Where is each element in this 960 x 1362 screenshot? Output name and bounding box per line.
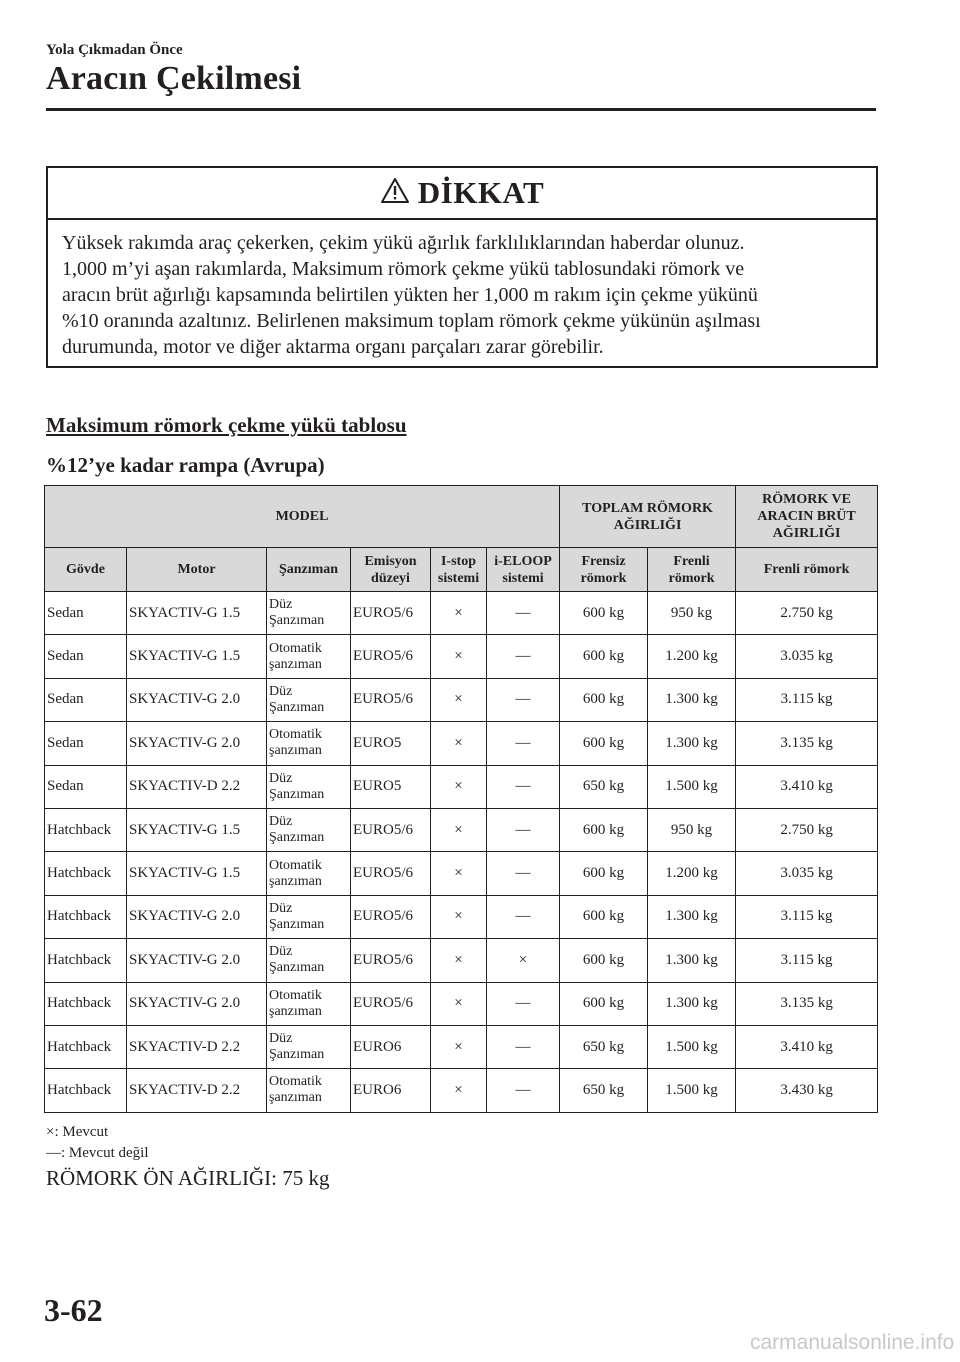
cell-braked: 1.500 kg (648, 1025, 736, 1068)
cell-gross-braked: 2.750 kg (736, 592, 878, 635)
cell-unbraked: 600 kg (560, 635, 648, 678)
caution-line: durumunda, motor ve diğer aktarma organı parçaları zarar görebilir. (62, 336, 604, 358)
table-row (45, 678, 878, 721)
table-row (45, 982, 878, 1025)
column-header: i-ELOOP sistemi (487, 548, 560, 592)
warning-triangle-icon (380, 177, 410, 209)
cell-istop: × (431, 852, 487, 895)
table-row (45, 635, 878, 678)
cell-transmission: Düz Şanzıman (267, 939, 351, 982)
cell-gross-braked: 3.035 kg (736, 635, 878, 678)
cell-gross-braked: 3.410 kg (736, 765, 878, 808)
towing-load-table (44, 485, 878, 1113)
cell-braked: 950 kg (648, 592, 736, 635)
cell-unbraked: 600 kg (560, 982, 648, 1025)
cell-ieloop: — (487, 852, 560, 895)
cell-body: Sedan (45, 722, 127, 765)
cell-braked: 1.300 kg (648, 722, 736, 765)
cell-emission: EURO5 (351, 722, 431, 765)
cell-engine: SKYACTIV-G 2.0 (127, 939, 267, 982)
cell-emission: EURO5/6 (351, 852, 431, 895)
cell-gross-braked: 3.135 kg (736, 722, 878, 765)
cell-unbraked: 600 kg (560, 895, 648, 938)
cell-istop: × (431, 895, 487, 938)
cell-ieloop: — (487, 722, 560, 765)
caution-text (48, 220, 876, 360)
column-header: Şanzıman (267, 548, 351, 592)
cell-emission: EURO5/6 (351, 808, 431, 851)
cell-unbraked: 600 kg (560, 678, 648, 721)
table-row (45, 895, 878, 938)
cell-transmission: Düz Şanzıman (267, 808, 351, 851)
table-title: Maksimum römork çekme yükü tablosu (46, 413, 407, 437)
caution-line: 1,000 m’yi aşan rakımlarda, Maksimum römork çekme yükü tablosundaki römork ve (62, 258, 745, 280)
cell-braked: 1.200 kg (648, 852, 736, 895)
cell-engine: SKYACTIV-G 2.0 (127, 982, 267, 1025)
cell-ieloop: — (487, 1025, 560, 1068)
cell-istop: × (431, 939, 487, 982)
cell-body: Sedan (45, 635, 127, 678)
tongue-weight-note: RÖMORK ÖN AĞIRLIĞI: 75 kg (46, 1166, 330, 1190)
cell-istop: × (431, 982, 487, 1025)
legend-available: ×: Mevcut (46, 1124, 109, 1140)
cell-ieloop: — (487, 678, 560, 721)
cell-unbraked: 650 kg (560, 1069, 648, 1112)
header-gross-combined-weight: RÖMORK VE ARACIN BRÜT AĞIRLIĞI (736, 486, 878, 548)
cell-engine: SKYACTIV-G 1.5 (127, 808, 267, 851)
cell-istop: × (431, 765, 487, 808)
cell-unbraked: 650 kg (560, 765, 648, 808)
cell-unbraked: 650 kg (560, 1025, 648, 1068)
legend-not-available: —: Mevcut değil (46, 1145, 149, 1161)
cell-istop: × (431, 722, 487, 765)
cell-braked: 1.300 kg (648, 982, 736, 1025)
column-header: Emisyon düzeyi (351, 548, 431, 592)
caution-title: DİKKAT (417, 175, 545, 210)
cell-gross-braked: 2.750 kg (736, 808, 878, 851)
cell-ieloop: — (487, 635, 560, 678)
cell-emission: EURO6 (351, 1025, 431, 1068)
cell-gross-braked: 3.115 kg (736, 895, 878, 938)
cell-ieloop: × (487, 939, 560, 982)
cell-engine: SKYACTIV-G 2.0 (127, 895, 267, 938)
cell-transmission: Otomatik şanzıman (267, 982, 351, 1025)
cell-ieloop: — (487, 895, 560, 938)
cell-transmission: Otomatik şanzıman (267, 852, 351, 895)
caution-header (48, 168, 876, 220)
cell-body: Hatchback (45, 852, 127, 895)
cell-gross-braked: 3.430 kg (736, 1069, 878, 1112)
cell-engine: SKYACTIV-G 2.0 (127, 678, 267, 721)
cell-gross-braked: 3.410 kg (736, 1025, 878, 1068)
cell-transmission: Düz Şanzıman (267, 765, 351, 808)
cell-ieloop: — (487, 1069, 560, 1112)
cell-emission: EURO5/6 (351, 895, 431, 938)
cell-engine: SKYACTIV-D 2.2 (127, 1069, 267, 1112)
table-row (45, 1025, 878, 1068)
cell-gross-braked: 3.035 kg (736, 852, 878, 895)
cell-unbraked: 600 kg (560, 852, 648, 895)
cell-istop: × (431, 635, 487, 678)
table-row (45, 939, 878, 982)
caution-line: aracın brüt ağırlığı kapsamında belirtilen yükten her 1,000 m rakım için çekme yükünü (62, 284, 758, 306)
title-divider (46, 108, 876, 111)
cell-emission: EURO5/6 (351, 939, 431, 982)
column-header: Frenli römork (648, 548, 736, 592)
cell-unbraked: 600 kg (560, 722, 648, 765)
cell-transmission: Otomatik şanzıman (267, 1069, 351, 1112)
cell-gross-braked: 3.115 kg (736, 939, 878, 982)
cell-engine: SKYACTIV-G 1.5 (127, 852, 267, 895)
cell-istop: × (431, 592, 487, 635)
cell-engine: SKYACTIV-D 2.2 (127, 1025, 267, 1068)
table-row (45, 852, 878, 895)
column-header: Frensiz römork (560, 548, 648, 592)
cell-engine: SKYACTIV-G 1.5 (127, 592, 267, 635)
header-model: MODEL (45, 486, 560, 548)
cell-transmission: Otomatik şanzıman (267, 722, 351, 765)
cell-body: Sedan (45, 765, 127, 808)
section-name: Yola Çıkmadan Önce (46, 42, 183, 58)
header-total-trailer-weight: TOPLAM RÖMORK AĞIRLIĞI (560, 486, 736, 548)
column-header: Motor (127, 548, 267, 592)
table-column-header (45, 548, 878, 592)
table-row (45, 808, 878, 851)
table-group-header (45, 486, 878, 548)
table-subtitle: %12’ye kadar rampa (Avrupa) (46, 453, 325, 477)
cell-body: Hatchback (45, 982, 127, 1025)
cell-braked: 1.300 kg (648, 895, 736, 938)
cell-body: Hatchback (45, 1069, 127, 1112)
cell-ieloop: — (487, 592, 560, 635)
table-row (45, 592, 878, 635)
cell-emission: EURO5/6 (351, 678, 431, 721)
table-row (45, 765, 878, 808)
cell-braked: 950 kg (648, 808, 736, 851)
cell-emission: EURO5 (351, 765, 431, 808)
cell-transmission: Düz Şanzıman (267, 592, 351, 635)
cell-engine: SKYACTIV-G 1.5 (127, 635, 267, 678)
column-header: I-stop sistemi (431, 548, 487, 592)
cell-body: Hatchback (45, 895, 127, 938)
column-header: Gövde (45, 548, 127, 592)
caution-line: Yüksek rakımda araç çekerken, çekim yükü ağırlık farklılıklarından haberdar olunuz. (62, 232, 745, 254)
caution-line: %10 oranında azaltınız. Belirlenen maksimum toplam römork çekme yükünün aşılması (62, 310, 761, 332)
cell-braked: 1.300 kg (648, 939, 736, 982)
cell-unbraked: 600 kg (560, 592, 648, 635)
cell-emission: EURO5/6 (351, 982, 431, 1025)
cell-body: Sedan (45, 592, 127, 635)
cell-braked: 1.200 kg (648, 635, 736, 678)
cell-engine: SKYACTIV-D 2.2 (127, 765, 267, 808)
cell-body: Sedan (45, 678, 127, 721)
cell-braked: 1.500 kg (648, 1069, 736, 1112)
cell-body: Hatchback (45, 939, 127, 982)
cell-istop: × (431, 1069, 487, 1112)
cell-transmission: Otomatik şanzıman (267, 635, 351, 678)
cell-body: Hatchback (45, 808, 127, 851)
cell-ieloop: — (487, 808, 560, 851)
table-row (45, 1069, 878, 1112)
table-row (45, 722, 878, 765)
cell-engine: SKYACTIV-G 2.0 (127, 722, 267, 765)
cell-emission: EURO5/6 (351, 592, 431, 635)
cell-emission: EURO6 (351, 1069, 431, 1112)
column-header: Frenli römork (736, 548, 878, 592)
cell-transmission: Düz Şanzıman (267, 895, 351, 938)
cell-emission: EURO5/6 (351, 635, 431, 678)
page-number: 3-62 (44, 1292, 103, 1328)
cell-braked: 1.500 kg (648, 765, 736, 808)
cell-gross-braked: 3.135 kg (736, 982, 878, 1025)
watermark: carmanualsonline.info (750, 1331, 955, 1354)
caution-box (46, 166, 878, 368)
cell-ieloop: — (487, 982, 560, 1025)
cell-transmission: Düz Şanzıman (267, 1025, 351, 1068)
cell-istop: × (431, 678, 487, 721)
cell-braked: 1.300 kg (648, 678, 736, 721)
cell-ieloop: — (487, 765, 560, 808)
cell-istop: × (431, 1025, 487, 1068)
cell-body: Hatchback (45, 1025, 127, 1068)
page-title: Aracın Çekilmesi (46, 60, 302, 97)
cell-unbraked: 600 kg (560, 808, 648, 851)
cell-unbraked: 600 kg (560, 939, 648, 982)
cell-transmission: Düz Şanzıman (267, 678, 351, 721)
cell-gross-braked: 3.115 kg (736, 678, 878, 721)
cell-istop: × (431, 808, 487, 851)
